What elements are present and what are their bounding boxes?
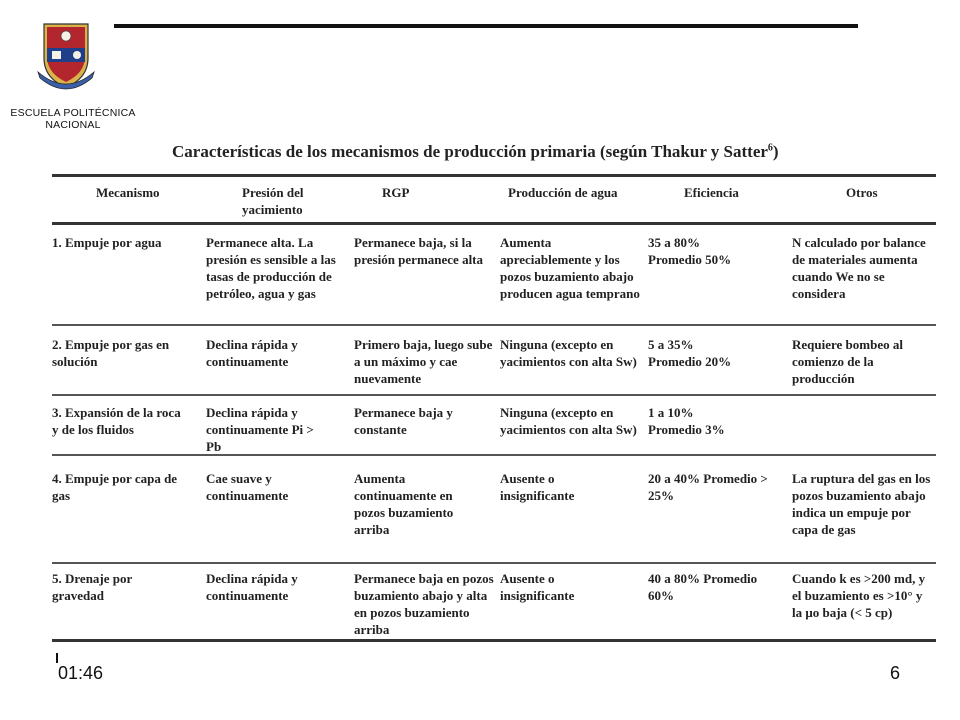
table-cell: N calculado por balance de materiales aumenta cuando We no se considera [792,235,926,301]
table-cell: 1 a 10% Promedio 3% [648,405,725,437]
column-header: Producción de agua [508,185,618,200]
table-cell: 40 a 80% Promedio 60% [648,571,758,603]
table-cell: Ausente o insignificante [500,471,575,503]
column-header: RGP [382,185,410,200]
school-name [6,107,140,131]
footer-mark [56,653,58,663]
table-cell: 20 a 40% Promedio > 25% [648,471,768,503]
table-title [172,142,872,162]
table-cell: 35 a 80% Promedio 50% [648,235,732,267]
table-title-text: Características de los mecanismos de producción primaria (según Thakur y Satter [172,142,768,161]
table-cell: Requiere bombeo al comienzo de la producción [792,337,903,386]
table-rule-header [52,222,936,225]
table-cell: 2. Empuje por gas en solución [52,337,170,369]
table-cell: Declina rápida y continuamente [206,337,298,369]
table-cell: 5 a 35% Promedio 20% [648,337,732,369]
table-cell: Aumenta apreciablemente y los pozos buzamiento abajo producen agua temprano [500,235,640,301]
table-cell: Primero baja, luego sube a un máximo y cae nuevamente [354,337,493,386]
table-rule-bottom [52,639,936,642]
column-header: Mecanismo [96,185,160,200]
table-cell: La ruptura del gas en los pozos buzamiento abajo indica un empuje por capa de gas [792,471,931,537]
table-cell: 5. Drenaje por gravedad [52,571,133,603]
table-rule-row1 [52,324,936,326]
table-title-sup: 6 [767,142,773,154]
table-cell: Permanece baja en pozos buzamiento abajo y alta en pozos buzamiento arriba [354,571,494,637]
table-rule-top [52,174,936,177]
column-header: Eficiencia [684,185,739,200]
table-cell: Ninguna (excepto en yacimientos con alta Sw) [500,405,637,437]
table-cell: Ausente o insignificante [500,571,575,603]
column-header: Otros [846,185,878,200]
table-cell: Cae suave y continuamente [206,471,289,503]
table-cell: Permanece baja, si la presión permanece alta [354,235,484,267]
table-title-close: ) [772,142,779,161]
table-cell: 4. Empuje por capa de gas [52,471,178,503]
page-number: 6 [890,663,901,683]
crest-logo-icon [34,20,98,96]
footer-time: 01:46 [58,663,104,683]
table-rule-row3 [52,454,936,456]
mechanisms-table [52,172,936,646]
table-cell: Permanece baja y constante [354,405,453,437]
column-header: Presión del yacimiento [242,185,304,217]
table-rule-row2 [52,394,936,396]
school-name-line1: ESCUELA POLITÉCNICA [10,107,136,119]
table-cell: Permanece alta. La presión es sensible a las tasas de producción de petróleo, agua y gas [206,235,336,301]
table-cell: 1. Empuje por agua [52,235,162,250]
table-cell: Declina rápida y continuamente Pi > Pb [206,405,314,454]
table-cell: Ninguna (excepto en yacimientos con alta Sw) [500,337,637,369]
school-name-line2: NACIONAL [45,119,101,131]
top-rule [114,24,858,28]
table-cell: Aumenta continuamente en pozos buzamiento arriba [354,471,454,537]
table-cell: 3. Expansión de la roca y de los fluidos [52,405,181,437]
table-rule-row4 [52,562,936,564]
table-cell: Cuando k es >200 md, y el buzamiento es >10° y la μo baja (< 5 cp) [792,571,926,620]
table-cell: Declina rápida y continuamente [206,571,298,603]
